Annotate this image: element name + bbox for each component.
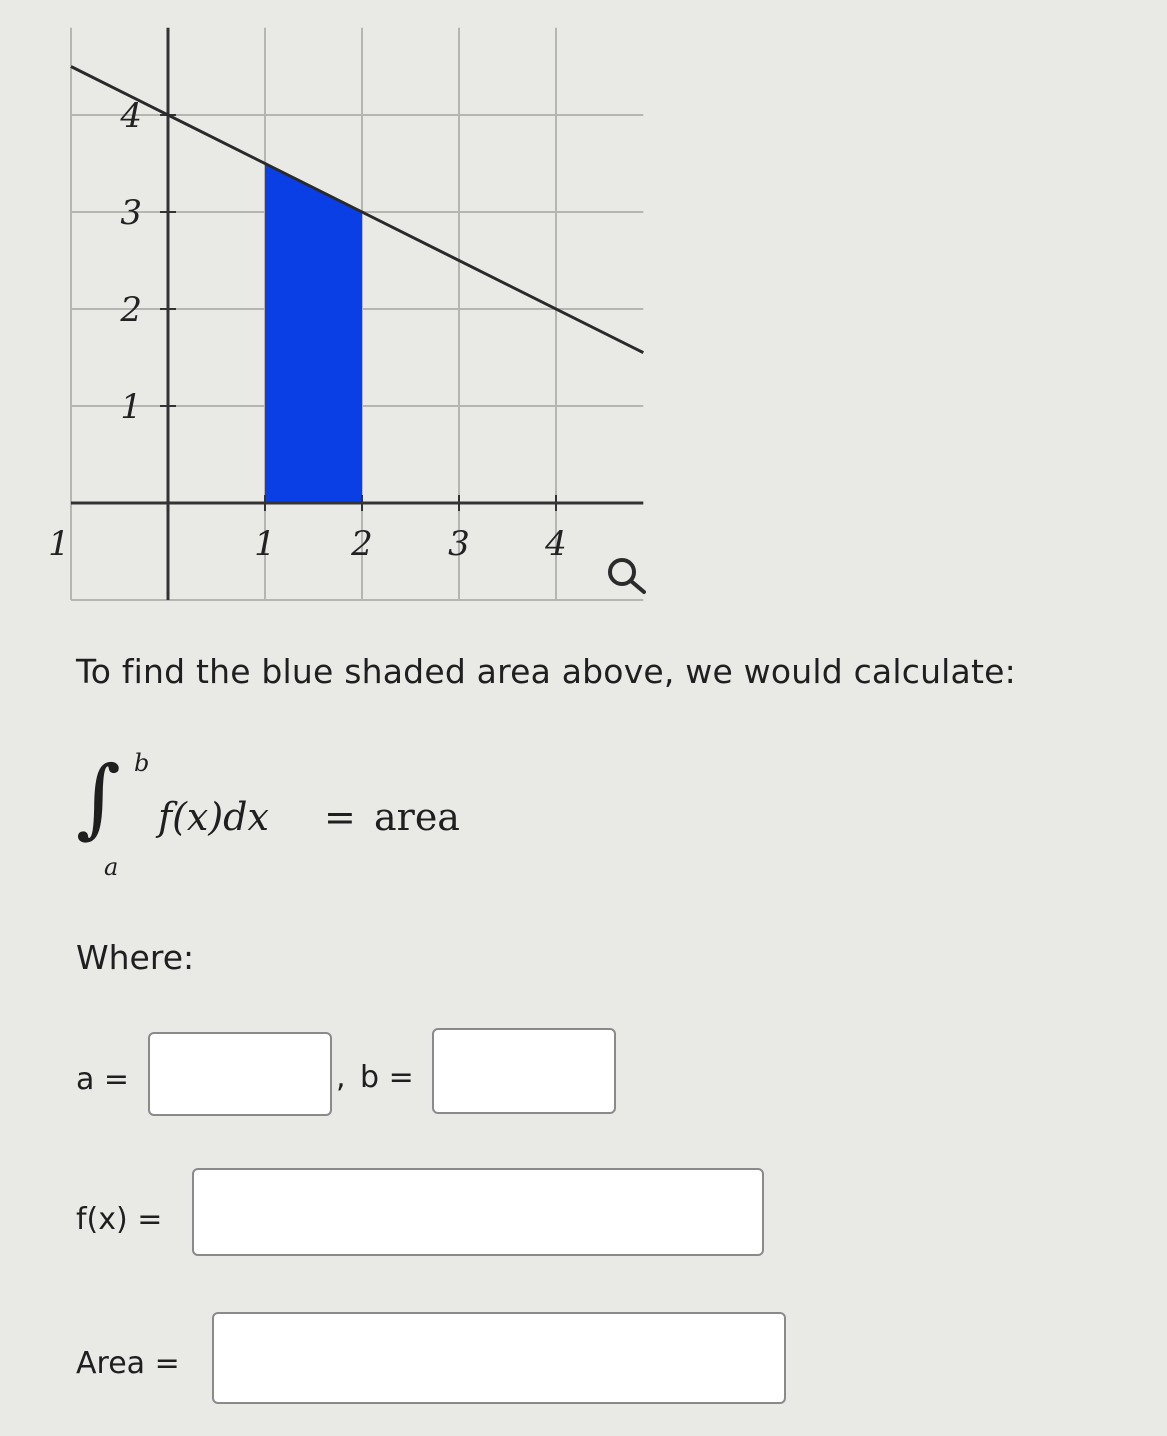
upper-bound: b [134, 749, 150, 777]
x-tick-label: 2 [351, 524, 373, 564]
b-label: b = [360, 1060, 414, 1095]
y-tick-label: 1 [120, 387, 142, 427]
fx-label: f(x) = [76, 1202, 163, 1237]
fx-input[interactable] [192, 1168, 764, 1256]
y-tick-label: 4 [120, 96, 142, 136]
area-label: Area = [76, 1346, 180, 1381]
question-prompt: To find the blue shaded area above, we would calculate: [76, 652, 1016, 691]
y-tick-label: 3 [120, 193, 142, 233]
x-tick-label: 3 [448, 524, 470, 564]
formula-rhs: area [374, 795, 460, 839]
lower-bound: a [104, 853, 119, 881]
magnifier-icon[interactable] [610, 560, 644, 592]
shaded-area [265, 164, 362, 504]
integrand: f(x)dx [158, 795, 269, 839]
b-input[interactable] [432, 1028, 616, 1114]
x-tick-label: 4 [545, 524, 567, 564]
where-label: Where: [76, 938, 195, 977]
a-input[interactable] [148, 1032, 332, 1116]
y-tick-labels [119, 96, 142, 427]
area-input[interactable] [212, 1312, 786, 1404]
equals-sign: = [324, 795, 356, 839]
x-tick-label: 1 [254, 524, 276, 564]
a-label: a = [76, 1062, 130, 1097]
integral-formula [76, 745, 576, 885]
separator-comma: , [336, 1060, 346, 1095]
x-tick-labels [48, 524, 567, 564]
x-tick-label: 1 [48, 524, 70, 564]
y-tick-label: 2 [120, 290, 142, 330]
integral-sign: ∫ [76, 748, 121, 848]
graph [0, 0, 700, 610]
